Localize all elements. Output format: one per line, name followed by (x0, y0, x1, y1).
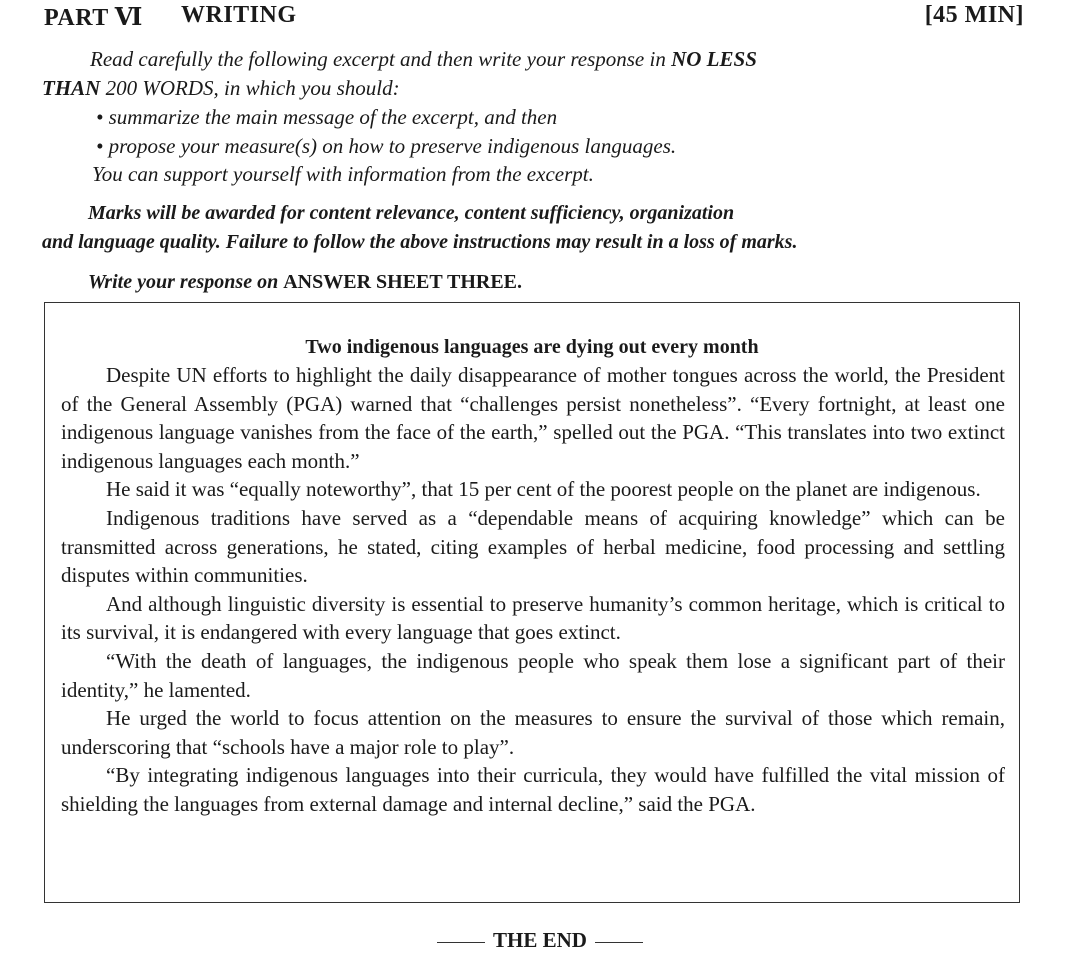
answer-sheet-note: Write your response on ANSWER SHEET THREE. (88, 271, 523, 293)
excerpt-paragraph: “By integrating indigenous languages into their curricula, they would have fulfilled the vital mission of shielding the languages from external damage and internal decline,” said the PGA. (61, 763, 1005, 816)
end-rule-right (595, 942, 643, 943)
section-header (44, 2, 1024, 36)
excerpt-paragraph: “With the death of languages, the indigenous people who speak them lose a significant part of their identity,” he lamented. (61, 648, 1005, 702)
excerpt-title: Two indigenous languages are dying out every month (305, 336, 759, 358)
instruction-support: You can support yourself with information from the excerpt. (92, 162, 594, 186)
word-limit-bold-a: NO LESS (671, 47, 757, 71)
excerpt-body (61, 361, 1005, 819)
time-limit: [45 MIN] (924, 2, 1024, 28)
excerpt-paragraph: Despite UN efforts to highlight the daily disappearance of mother tongues across the world, the President of the General Assembly (PGA) warned that “challenges persist nonetheless”. “Every fortnight, at least one indigenous language vanishes from the face of the earth,” spelled out the PGA. “This translates into two extinct indigenous languages each month.” (61, 363, 1005, 473)
instruction-bullet: • propose your measure(s) on how to preserve indigenous languages. (96, 134, 677, 158)
instruction-bullet: • summarize the main message of the excerpt, and then (96, 105, 558, 129)
end-marker (0, 928, 1080, 953)
instruction-intro-line1: Read carefully the following excerpt and then write your response in NO LESS (90, 47, 757, 71)
part-number: PART Ⅵ (44, 5, 143, 31)
marks-note-line1: Marks will be awarded for content relevance, content sufficiency, organization (88, 202, 735, 224)
excerpt-paragraph: And although linguistic diversity is essential to preserve humanity’s common heritage, which is critical to its survival, it is endangered with every language that goes extinct. (61, 591, 1005, 645)
instruction-intro-line2: THAN 200 WORDS, in which you should: (42, 76, 400, 100)
end-text: THE END (493, 928, 587, 952)
excerpt-paragraph: He said it was “equally noteworthy”, that 15 per cent of the poorest people on the planet are indigenous. (106, 477, 981, 502)
excerpt-box (44, 302, 1020, 903)
end-rule-left (437, 942, 485, 943)
excerpt-paragraph: He urged the world to focus attention on the measures to ensure the survival of those which remain, underscoring that “schools have a major role to play”. (61, 706, 1005, 759)
word-limit-bold-b: THAN (42, 76, 101, 100)
marks-note-line2: and language quality. Failure to follow the above instructions may result in a loss of marks. (42, 231, 798, 253)
excerpt-paragraph: Indigenous traditions have served as a “dependable means of acquiring knowledge” which can be transmitted across generations, he stated, citing examples of herbal medicine, food processing and settling disputes within communities. (61, 505, 1005, 588)
section-title: WRITING (181, 2, 297, 28)
